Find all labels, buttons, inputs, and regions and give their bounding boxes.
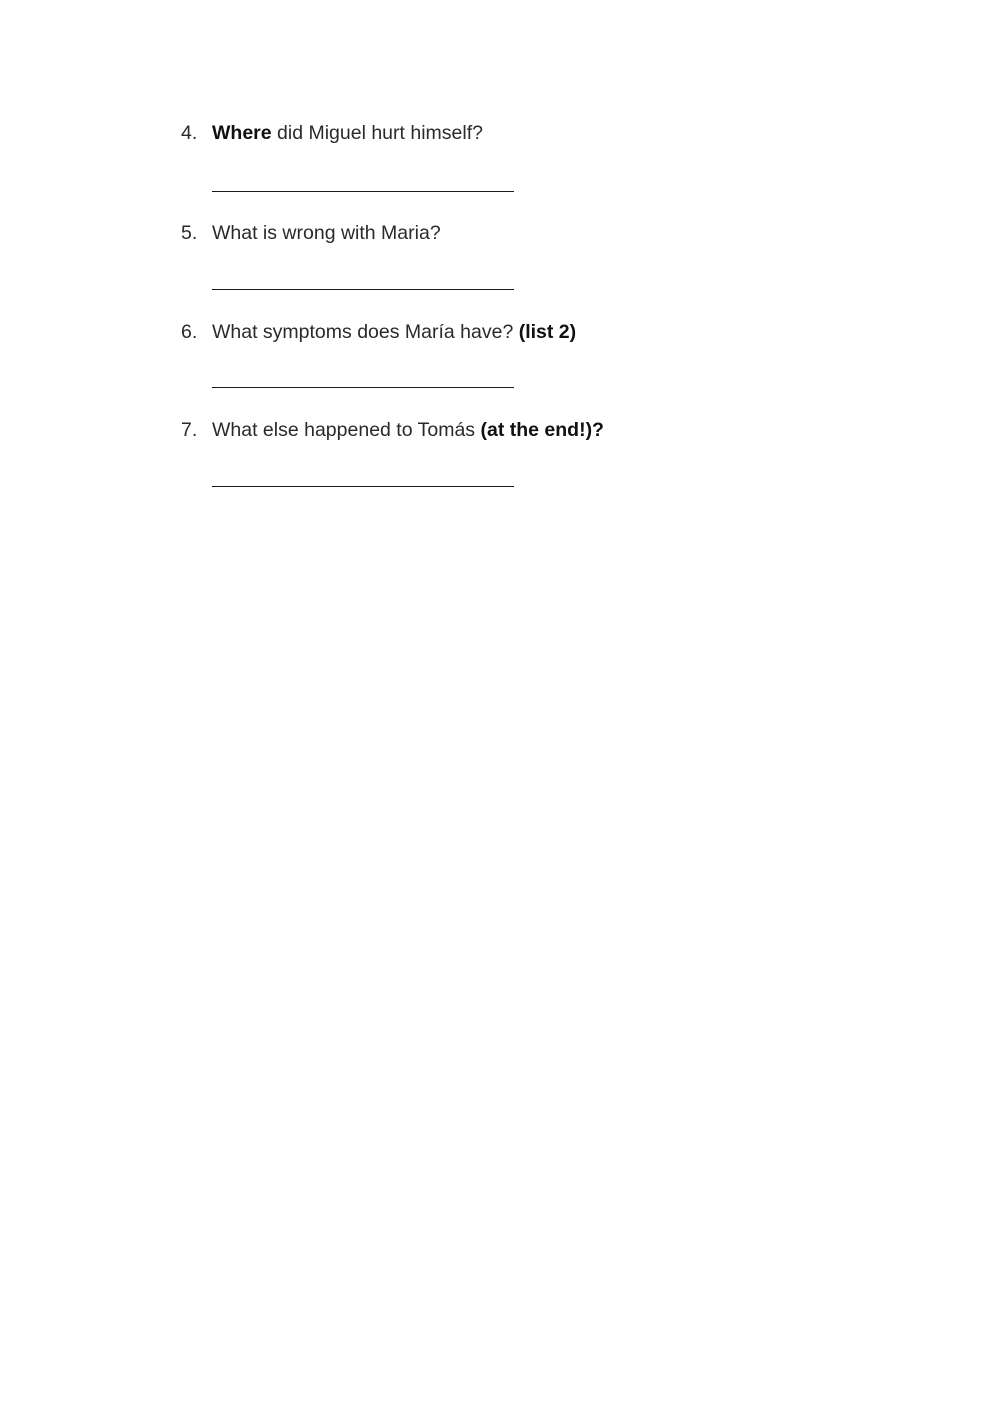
question-number: 7. (181, 419, 198, 441)
answer-line-7[interactable] (212, 486, 514, 487)
question-number: 4. (181, 122, 198, 144)
answer-line-5[interactable] (212, 289, 514, 290)
question-emphasis: (list 2) (518, 321, 577, 343)
question-number: 5. (181, 222, 198, 244)
question-7 (181, 418, 881, 442)
question-5 (181, 221, 881, 245)
question-text: What is wrong with Maria? (212, 222, 441, 244)
question-number: 6. (181, 321, 198, 343)
question-4 (181, 121, 881, 145)
answer-line-6[interactable] (212, 387, 514, 388)
question-6 (181, 320, 881, 344)
question-text: did Miguel hurt himself? (271, 122, 483, 144)
answer-line-4[interactable] (212, 191, 514, 192)
question-text: What symptoms does María have? (212, 321, 519, 343)
question-emphasis: (at the end!)? (480, 419, 604, 441)
question-emphasis: Where (212, 122, 272, 144)
question-text: What else happened to Tomás (212, 419, 481, 441)
